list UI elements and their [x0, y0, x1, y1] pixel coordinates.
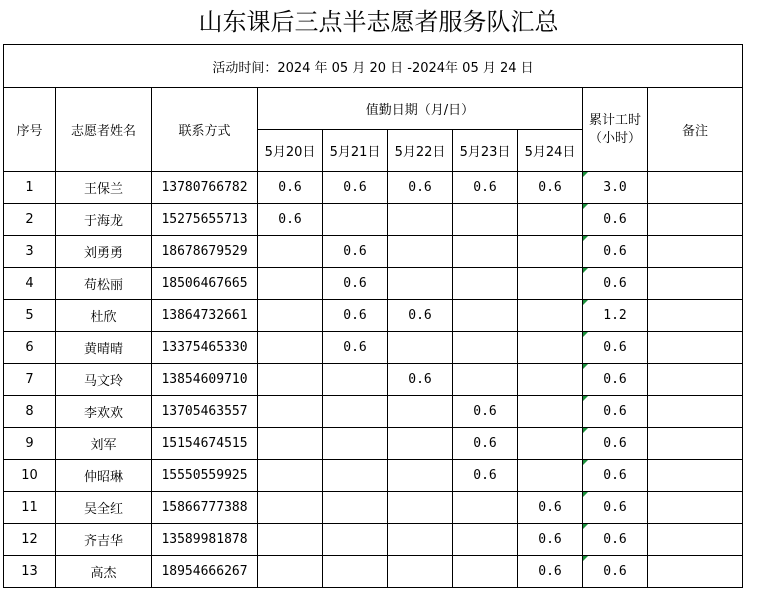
hours-cell[interactable]	[323, 556, 388, 588]
hours-cell[interactable]	[453, 236, 518, 268]
hours-cell[interactable]	[453, 492, 518, 524]
hours-cell[interactable]	[323, 204, 388, 236]
hours-cell[interactable]	[453, 268, 518, 300]
volunteer-table	[3, 44, 743, 588]
header-date[interactable]: 5月23日	[453, 130, 518, 172]
hours-cell[interactable]: 0.6	[453, 172, 518, 204]
remark-cell[interactable]	[648, 492, 743, 524]
table-row	[4, 396, 743, 428]
table-row	[4, 300, 743, 332]
name-cell[interactable]: 马文玲	[56, 364, 152, 396]
hours-cell[interactable]	[518, 268, 583, 300]
hours-cell[interactable]	[388, 524, 453, 556]
hours-cell[interactable]	[323, 428, 388, 460]
hours-cell[interactable]: 0.6	[388, 300, 453, 332]
total-hours-cell[interactable]: 0.6	[583, 204, 648, 236]
header-duty-dates[interactable]: 值勤日期（月/日）	[258, 88, 583, 130]
hours-cell[interactable]: 0.6	[323, 236, 388, 268]
hours-cell[interactable]: 0.6	[258, 172, 323, 204]
hours-cell[interactable]	[323, 396, 388, 428]
hours-cell[interactable]: 0.6	[518, 524, 583, 556]
hours-cell[interactable]	[388, 204, 453, 236]
phone-cell[interactable]: 13375465330	[152, 332, 258, 364]
total-hours-cell[interactable]: 0.6	[583, 364, 648, 396]
name-cell[interactable]: 仲昭琳	[56, 460, 152, 492]
seq-cell[interactable]: 2	[4, 204, 56, 236]
hours-cell[interactable]	[518, 236, 583, 268]
hours-cell[interactable]	[518, 460, 583, 492]
total-hours-cell[interactable]: 0.6	[583, 396, 648, 428]
header-contact[interactable]: 联系方式	[152, 88, 258, 172]
hours-cell[interactable]: 0.6	[453, 428, 518, 460]
table-row	[4, 428, 743, 460]
hours-cell[interactable]	[258, 332, 323, 364]
name-cell[interactable]: 高杰	[56, 556, 152, 588]
hours-cell[interactable]	[258, 524, 323, 556]
total-hours-cell[interactable]: 0.6	[583, 492, 648, 524]
header-seq[interactable]: 序号	[4, 88, 56, 172]
hours-cell[interactable]: 0.6	[453, 396, 518, 428]
table-row	[4, 460, 743, 492]
hours-cell[interactable]	[518, 204, 583, 236]
hours-cell[interactable]	[388, 332, 453, 364]
name-cell[interactable]: 李欢欢	[56, 396, 152, 428]
hours-cell[interactable]	[258, 460, 323, 492]
hours-cell[interactable]	[388, 396, 453, 428]
seq-cell[interactable]: 5	[4, 300, 56, 332]
table-row	[4, 204, 743, 236]
total-hours-cell[interactable]: 0.6	[583, 428, 648, 460]
phone-cell[interactable]: 18678679529	[152, 236, 258, 268]
phone-cell[interactable]: 15550559925	[152, 460, 258, 492]
phone-cell[interactable]: 13705463557	[152, 396, 258, 428]
phone-cell[interactable]: 15154674515	[152, 428, 258, 460]
hours-cell[interactable]: 0.6	[518, 492, 583, 524]
hours-cell[interactable]	[258, 268, 323, 300]
remark-cell[interactable]	[648, 172, 743, 204]
name-cell[interactable]: 苟松丽	[56, 268, 152, 300]
table-row	[4, 332, 743, 364]
hours-cell[interactable]	[453, 524, 518, 556]
table-row	[4, 268, 743, 300]
hours-cell[interactable]	[258, 556, 323, 588]
phone-cell[interactable]: 18506467665	[152, 268, 258, 300]
hours-cell[interactable]	[453, 556, 518, 588]
hours-cell[interactable]: 0.6	[388, 172, 453, 204]
hours-cell[interactable]	[518, 332, 583, 364]
hours-cell[interactable]	[388, 460, 453, 492]
remark-cell[interactable]	[648, 204, 743, 236]
hours-cell[interactable]	[518, 428, 583, 460]
seq-cell[interactable]: 8	[4, 396, 56, 428]
hours-cell[interactable]: 0.6	[323, 332, 388, 364]
header-name[interactable]: 志愿者姓名	[56, 88, 152, 172]
name-cell[interactable]: 刘勇勇	[56, 236, 152, 268]
header-date[interactable]: 5月20日	[258, 130, 323, 172]
table-row	[4, 236, 743, 268]
table-row	[4, 364, 743, 396]
total-hours-cell[interactable]: 0.6	[583, 332, 648, 364]
total-hours-cell[interactable]: 0.6	[583, 524, 648, 556]
hours-cell[interactable]: 0.6	[518, 556, 583, 588]
name-cell[interactable]: 齐吉华	[56, 524, 152, 556]
hours-cell[interactable]: 0.6	[323, 300, 388, 332]
name-cell[interactable]: 杜欣	[56, 300, 152, 332]
header-total-text: 累计工时（小时）	[588, 112, 641, 146]
header-date[interactable]: 5月21日	[323, 130, 388, 172]
hours-cell[interactable]	[258, 492, 323, 524]
hours-cell[interactable]: 0.6	[258, 204, 323, 236]
hours-cell[interactable]	[258, 236, 323, 268]
seq-cell[interactable]: 1	[4, 172, 56, 204]
remark-cell[interactable]	[648, 364, 743, 396]
hours-cell[interactable]: 0.6	[323, 268, 388, 300]
seq-cell[interactable]: 11	[4, 492, 56, 524]
remark-cell[interactable]	[648, 268, 743, 300]
remark-cell[interactable]	[648, 236, 743, 268]
name-cell[interactable]: 于海龙	[56, 204, 152, 236]
name-cell[interactable]: 刘军	[56, 428, 152, 460]
remark-cell[interactable]	[648, 524, 743, 556]
remark-cell[interactable]	[648, 396, 743, 428]
hours-cell[interactable]	[453, 204, 518, 236]
hours-cell[interactable]	[388, 556, 453, 588]
hours-cell[interactable]	[453, 332, 518, 364]
name-cell[interactable]: 吴全红	[56, 492, 152, 524]
header-total-hours[interactable]	[583, 88, 648, 172]
remark-cell[interactable]	[648, 460, 743, 492]
hours-cell[interactable]	[388, 428, 453, 460]
seq-cell[interactable]: 13	[4, 556, 56, 588]
seq-cell[interactable]: 10	[4, 460, 56, 492]
hours-cell[interactable]	[323, 364, 388, 396]
header-date[interactable]: 5月24日	[518, 130, 583, 172]
hours-cell[interactable]: 0.6	[323, 172, 388, 204]
hours-cell[interactable]	[323, 460, 388, 492]
total-hours-cell[interactable]: 0.6	[583, 460, 648, 492]
hours-cell[interactable]	[258, 300, 323, 332]
hours-cell[interactable]	[323, 524, 388, 556]
table-row	[4, 492, 743, 524]
hours-cell[interactable]	[258, 364, 323, 396]
phone-cell[interactable]: 13854609710	[152, 364, 258, 396]
hours-cell[interactable]	[388, 236, 453, 268]
phone-cell[interactable]: 13589981878	[152, 524, 258, 556]
remark-cell[interactable]	[648, 428, 743, 460]
hours-cell[interactable]	[258, 428, 323, 460]
remark-cell[interactable]	[648, 300, 743, 332]
seq-cell[interactable]: 3	[4, 236, 56, 268]
phone-cell[interactable]: 13780766782	[152, 172, 258, 204]
phone-cell[interactable]: 13864732661	[152, 300, 258, 332]
hours-cell[interactable]	[518, 300, 583, 332]
hours-cell[interactable]: 0.6	[518, 172, 583, 204]
hours-cell[interactable]	[258, 396, 323, 428]
name-cell[interactable]: 王保兰	[56, 172, 152, 204]
remark-cell[interactable]	[648, 556, 743, 588]
phone-cell[interactable]: 18954666267	[152, 556, 258, 588]
total-hours-cell[interactable]: 0.6	[583, 268, 648, 300]
phone-cell[interactable]: 15275655713	[152, 204, 258, 236]
seq-cell[interactable]: 7	[4, 364, 56, 396]
total-hours-cell[interactable]: 0.6	[583, 236, 648, 268]
activity-period[interactable]: 活动时间：2024 年 05 月 20 日 -2024年 05 月 24 日	[4, 45, 743, 88]
hours-cell[interactable]	[518, 364, 583, 396]
total-hours-cell[interactable]: 0.6	[583, 556, 648, 588]
header-date[interactable]: 5月22日	[388, 130, 453, 172]
total-hours-cell[interactable]: 3.0	[583, 172, 648, 204]
hours-cell[interactable]: 0.6	[388, 364, 453, 396]
total-hours-cell[interactable]: 1.2	[583, 300, 648, 332]
header-remark[interactable]: 备注	[648, 88, 743, 172]
remark-cell[interactable]	[648, 332, 743, 364]
hours-cell[interactable]: 0.6	[453, 460, 518, 492]
hours-cell[interactable]	[453, 300, 518, 332]
seq-cell[interactable]: 12	[4, 524, 56, 556]
seq-cell[interactable]: 6	[4, 332, 56, 364]
hours-cell[interactable]	[388, 268, 453, 300]
table-row	[4, 524, 743, 556]
table-row	[4, 556, 743, 588]
hours-cell[interactable]	[388, 492, 453, 524]
table-row	[4, 172, 743, 204]
name-cell[interactable]: 黄晴晴	[56, 332, 152, 364]
seq-cell[interactable]: 9	[4, 428, 56, 460]
hours-cell[interactable]	[323, 492, 388, 524]
sheet-title: 山东课后三点半志愿者服务队汇总	[198, 8, 559, 36]
seq-cell[interactable]: 4	[4, 268, 56, 300]
hours-cell[interactable]	[518, 396, 583, 428]
hours-cell[interactable]	[453, 364, 518, 396]
phone-cell[interactable]: 15866777388	[152, 492, 258, 524]
